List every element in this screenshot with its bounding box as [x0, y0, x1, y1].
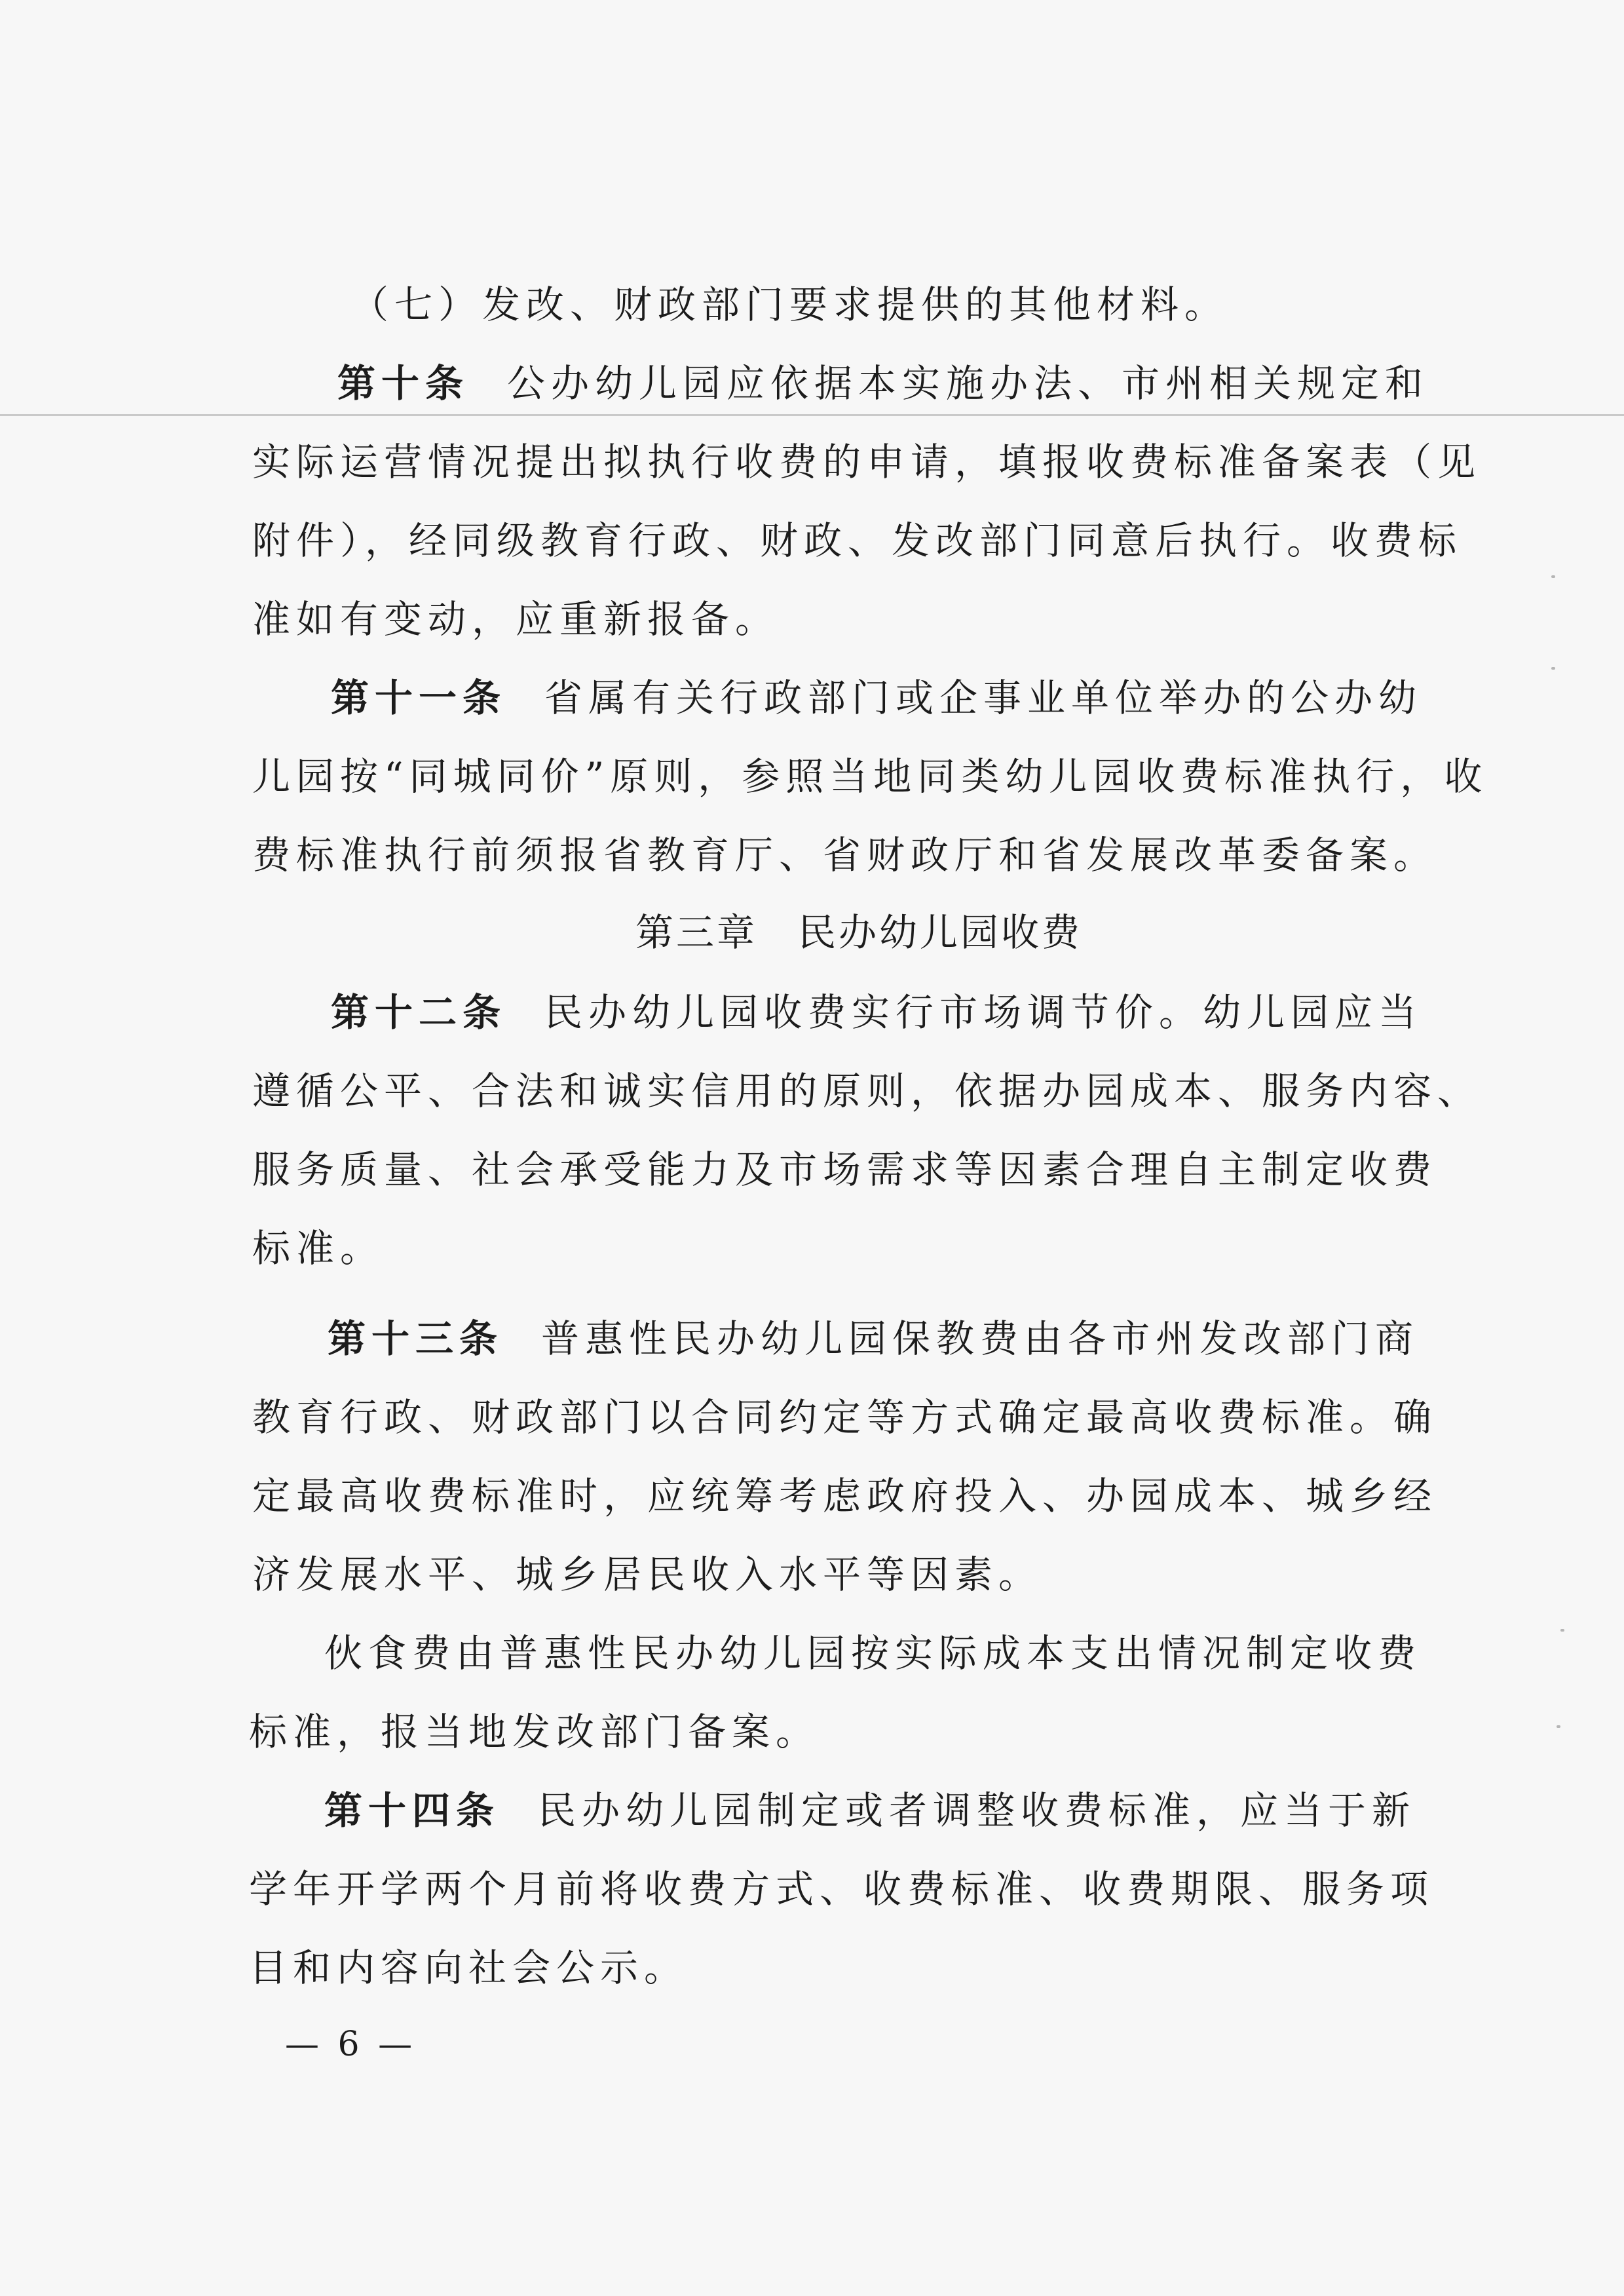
scan-speck: [1551, 575, 1555, 578]
chapter-title: 第三章 民办幼儿园收费: [635, 910, 1083, 955]
article-13-label: 第十三条: [328, 1316, 504, 1361]
article-11-line-1: 第十一条 省属有关行政部门或企事业单位举办的公办幼: [331, 676, 1423, 720]
article-12-line-1: 第十二条 民办幼儿园收费实行市场调节价。幼儿园应当: [331, 990, 1423, 1035]
scan-speck: [1551, 667, 1555, 670]
article-10-line-1: 第十条 公办幼儿园应依据本实施办法、市州相关规定和: [337, 361, 1429, 406]
food-fee-line-1: 伙食费由普惠性民办幼儿园按实际成本支出情况制定收费: [324, 1631, 1422, 1675]
article-12-line-2: 遵循公平、合法和诚实信用的原则，依据办园成本、服务内容、: [252, 1069, 1482, 1113]
article-14-line-2: 学年开学两个月前将收费方式、收费标准、收费期限、服务项: [249, 1867, 1435, 1911]
article-13-line-1: 第十三条 普惠性民办幼儿园保教费由各市州发改部门商: [328, 1316, 1420, 1361]
article-10-line-3: 附件），经同级教育行政、财政、发改部门同意后执行。收费标: [252, 518, 1463, 563]
article-14-label: 第十四条: [324, 1788, 500, 1833]
item-7-line: （七）发改、财政部门要求提供的其他材料。: [350, 282, 1229, 327]
scan-speck: [1557, 1725, 1560, 1728]
article-11-line-3: 费标准执行前须报省教育厅、省财政厅和省发展改革委备案。: [252, 833, 1438, 877]
article-14-line-1: 第十四条 民办幼儿园制定或者调整收费标准，应当于新: [324, 1788, 1416, 1833]
article-11-line-2: 儿园按“同城同价”原则，参照当地同类幼儿园收费标准执行，收: [252, 754, 1488, 799]
article-12-line-3: 服务质量、社会承受能力及市场需求等因素合理自主制定收费: [252, 1147, 1438, 1192]
article-13-line-4: 济发展水平、城乡居民收入水平等因素。: [252, 1552, 1043, 1597]
food-fee-line-2: 标准，报当地发改部门备案。: [249, 1710, 820, 1754]
article-10-line-2: 实际运营情况提出拟执行收费的申请，填报收费标准备案表（见: [252, 440, 1482, 484]
article-11-label: 第十一条: [331, 676, 507, 720]
article-13-line-3: 定最高收费标准时，应统筹考虑政府投入、办园成本、城乡经: [252, 1474, 1438, 1518]
page-number: — 6 —: [285, 2025, 417, 2064]
article-12-line-4: 标准。: [252, 1226, 385, 1271]
scan-speck: [1560, 1629, 1564, 1632]
article-14-line-3: 目和内容向社会公示。: [249, 1945, 689, 1990]
article-10-line-4: 准如有变动，应重新报备。: [252, 597, 780, 641]
article-10-label: 第十条: [337, 361, 470, 406]
scan-artifact-line: [0, 414, 1624, 416]
article-12-label: 第十二条: [331, 990, 507, 1035]
article-13-line-2: 教育行政、财政部门以合同约定等方式确定最高收费标准。确: [252, 1395, 1438, 1440]
